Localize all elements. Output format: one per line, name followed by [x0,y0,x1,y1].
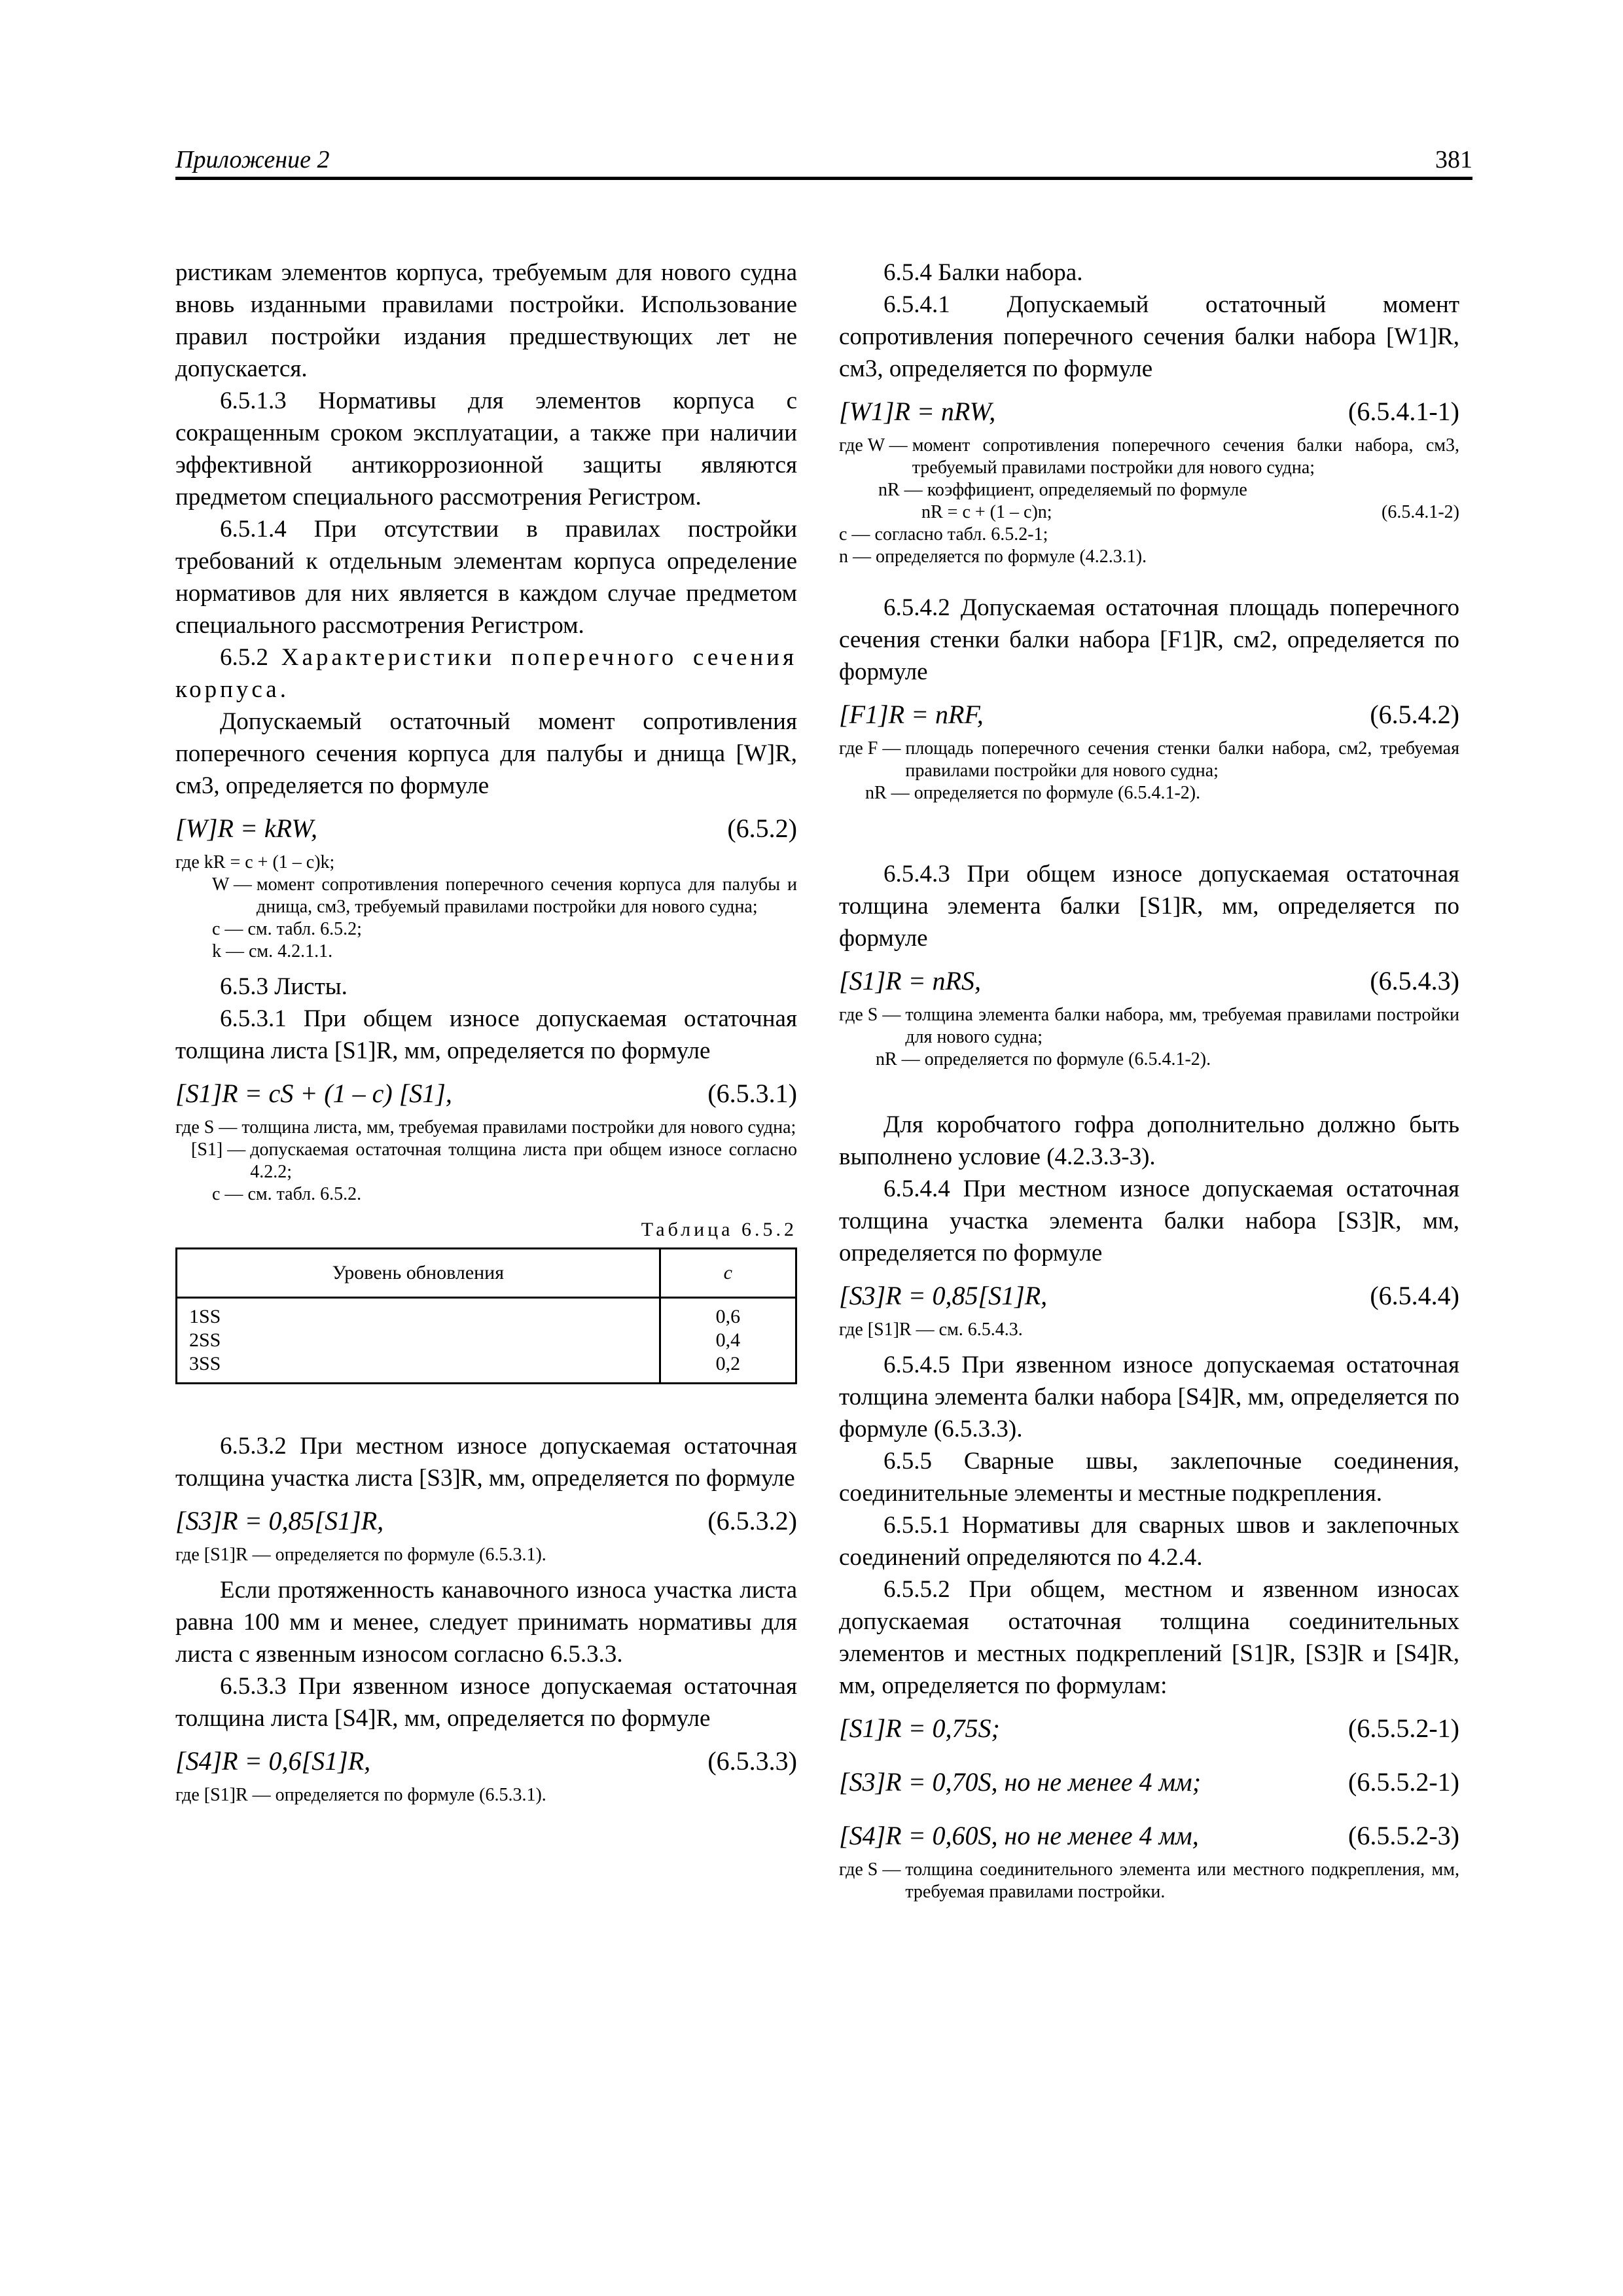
definition-text: см. табл. 6.5.2. [247,1184,362,1204]
paragraph-6-5-3-2: 6.5.3.2 При местном износе допускаемая остаточная толщина участка листа [S3]R, мм, определяется по формуле [175,1433,797,1492]
definition-term: [S1] — [191,1139,251,1160]
formula-definitions [839,1004,1459,1071]
paragraph-6-5-1-3: 6.5.1.3 Нормативы для элементов корпуса с сокращенным сроком эксплуатации, а также при наличии эффективной антикоррозионной защиты являются предметом специального рассмотрения Регистром. [175,387,797,511]
paragraph: Если протяженность канавочного износа участка листа равна 100 мм и менее, следует принимать нормативы для листа с язвенным износом согласно 6.5.3.3. [175,1577,797,1668]
definition-text: момент сопротивления поперечного сечения балки набора, см3, требуемый правилами постройки для нового судна; [912,435,1459,478]
definition-term: где [175,852,204,872]
formula-6-5-2 [175,811,797,846]
formula-expression: [S3]R = 0,70S, но не менее 4 мм; [839,1767,1202,1797]
formula-expression: [W]R = kRW, [175,814,317,843]
formula-definition: где [S1]R — определяется по формуле (6.5.3.1). [175,1545,546,1565]
formula-expression: [S4]R = 0,6[S1]R, [175,1746,371,1776]
formula-number: (6.5.4.2) [1370,700,1459,729]
paragraph-6-5-3-1: 6.5.3.1 При общем износе допускаемая остаточная толщина листа [S1]R, мм, определяется по формуле [175,1005,797,1064]
paragraph-6-5-5-2: 6.5.5.2 При общем, местном и язвенном износах допускаемая остаточная толщина соединительных элементов и местных подкреплений [S1]R, [S3]R и [S4]R, мм, определяется по формулам: [839,1576,1459,1699]
definition-term: где S — [175,1117,242,1138]
formula-definition: где [S1]R — см. 6.5.4.3. [839,1319,1023,1340]
definition-text: площадь поперечного сечения стенки балки набора, см2, требуемая правилами постройки для нового судна; [905,738,1459,781]
formula-6-5-5-2-3 [839,1818,1459,1854]
definition-term: c — [212,1184,248,1204]
definition-term: n — [839,547,876,567]
paragraph: Для коробчатого гофра дополнительно должно быть выполнено условие (4.2.3.3-3). [839,1111,1459,1170]
definition-term: k — [212,941,249,961]
formula-6-5-4-3 [839,963,1459,999]
formula-definitions [839,738,1459,804]
definition-text: определяется по формуле (6.5.4.1-2). [924,1049,1211,1069]
formula-definitions [839,435,1459,568]
definition-term: где S — [839,1859,906,1880]
definition-text: допускаемая остаточная толщина листа при общем износе согласно 4.2.2; [250,1139,797,1182]
formula-6-5-3-2 [175,1503,797,1539]
formula-6-5-3-1 [175,1076,797,1111]
running-header-title: Приложение 2 [175,146,330,173]
definition-text: толщина листа, мм, требуемая правилами постройки для нового судна; [241,1117,796,1138]
formula-6-5-4-4 [839,1278,1459,1314]
formula-expression: [S1]R = cS + (1 – c) [S1], [175,1079,452,1108]
formula-number: (6.5.5.2-3) [1348,1821,1459,1850]
definition-text: толщина элемента балки набора, мм, требуемая правилами постройки для нового судна; [905,1005,1459,1047]
paragraph-6-5-4-1: 6.5.4.1 Допускаемый остаточный момент сопротивления поперечного сечения балки набора [W1]R, см3, определяется по формуле [839,291,1459,382]
formula-number: (6.5.4.3) [1370,966,1459,996]
paragraph-6-5-1-4: 6.5.1.4 При отсутствии в правилах постройки требований к отдельным элементам корпуса определение нормативов для них является в каждом случае предметом специального рассмотрения Регистром. [175,516,797,639]
definition-text: момент сопротивления поперечного сечения корпуса для палубы и днища, см3, требуемый правилами постройки для нового судна; [256,874,797,917]
definition-term: nR — [876,1049,925,1069]
formula-6-5-4-1-1 [839,394,1459,429]
heading-6-5-5: 6.5.5 Сварные швы, заклепочные соединения, соединительные элементы и местные подкрепления. [839,1448,1459,1507]
heading-number: 6.5.2 [220,644,268,671]
page-number: 381 [1435,146,1472,173]
formula-expression: [W1]R = nRW, [839,397,996,426]
definition-text: см. 4.2.1.1. [249,941,333,961]
paragraph-6-5-4-2: 6.5.4.2 Допускаемая остаточная площадь поперечного сечения стенки балки набора [F1]R, см2, определяется по формуле [839,594,1459,685]
formula-definitions [839,1859,1459,1903]
header-rule [175,177,1472,180]
definition-formula-number: (6.5.4.1-2) [1382,502,1459,522]
definition-term: c — [839,524,875,545]
paragraph: Допускаемый остаточный момент сопротивления поперечного сечения корпуса для палубы и днища [W]R, см3, определяется по формуле [175,708,797,799]
table-header: Уровень обновления [177,1249,660,1298]
table-cell-levels: 1SS 2SS 3SS [177,1298,660,1384]
left-column [175,257,797,1814]
paragraph-6-5-5-1: 6.5.5.1 Нормативы для сварных швов и заклепочных соединений определяются по 4.2.4. [839,1512,1459,1571]
definition-text: толщина соединительного элемента или местного подкрепления, мм, требуемая правилами постройки. [905,1859,1459,1902]
definition-term: где F — [839,738,906,759]
table-header: c [660,1249,796,1298]
heading-6-5-4: 6.5.4 Балки набора. [883,259,1083,286]
formula-number: (6.5.5.2-1) [1348,1713,1459,1743]
formula-number: (6.5.4.4) [1370,1281,1459,1310]
formula-number: (6.5.5.2-1) [1348,1767,1459,1797]
definition-term: W — [212,874,257,895]
formula-6-5-5-2-2 [839,1765,1459,1800]
heading-6-5-2 [175,641,797,706]
formula-number: (6.5.4.1-1) [1348,397,1459,426]
formula-number: (6.5.3.2) [707,1506,797,1535]
formula-definitions [175,852,797,963]
formula-number: (6.5.2) [727,814,797,843]
definition-formula: nR = c + (1 – c)n; [921,502,1052,522]
paragraph: ристикам элементов корпуса, требуемым для нового судна вновь изданными правилами постройки. Использование правил постройки издания предшествующих лет не допускается. [175,259,797,382]
definition-text: см. табл. 6.5.2; [247,919,362,939]
formula-number: (6.5.3.3) [707,1746,797,1776]
formula-6-5-3-3 [175,1744,797,1779]
paragraph-6-5-4-3: 6.5.4.3 При общем износе допускаемая остаточная толщина элемента балки [S1]R, мм, определяется по формуле [839,861,1459,952]
formula-expression: [S3]R = 0,85[S1]R, [839,1281,1048,1310]
table-caption: Таблица 6.5.2 [641,1219,797,1240]
formula-definition: где [S1]R — определяется по формуле (6.5.3.1). [175,1785,546,1805]
definition-text: согласно табл. 6.5.2-1; [874,524,1048,545]
formula-definitions [175,1117,797,1206]
paragraph-6-5-4-4: 6.5.4.4 При местном износе допускаемая остаточная толщина участка элемента балки набора [S3]R, мм, определяется по формуле [839,1175,1459,1266]
formula-6-5-4-2 [839,697,1459,732]
formula-expression: [S1]R = nRS, [839,966,981,996]
paragraph-6-5-4-5: 6.5.4.5 При язвенном износе допускаемая остаточная толщина элемента балки набора [S4]R, мм, определяется по формуле (6.5.3.3). [839,1352,1459,1443]
definition-term: где W — [839,435,912,456]
definition-term: nR — [878,480,927,500]
definition-term: c — [212,919,248,939]
definition-text: определяется по формуле (6.5.4.1-2). [914,783,1201,803]
definition-term: где S — [839,1005,906,1025]
table-cell-values: 0,6 0,4 0,2 [660,1298,796,1384]
definition-text: определяется по формуле (4.2.3.1). [876,547,1147,567]
heading-title: Характеристики поперечного сечения корпуса. [175,644,797,703]
heading-6-5-3: 6.5.3 Листы. [220,973,348,1000]
formula-expression: [S1]R = 0,75S; [839,1713,1000,1743]
definition-text: kR = c + (1 – c)k; [204,852,335,872]
definition-text: коэффициент, определяемый по формуле [927,480,1247,500]
formula-number: (6.5.3.1) [707,1079,797,1108]
formula-expression: [S3]R = 0,85[S1]R, [175,1506,384,1535]
formula-expression: [S4]R = 0,60S, но не менее 4 мм, [839,1821,1199,1850]
paragraph-6-5-3-3: 6.5.3.3 При язвенном износе допускаемая остаточная толщина листа [S4]R, мм, определяется по формуле [175,1673,797,1732]
formula-expression: [F1]R = nRF, [839,700,984,729]
formula-6-5-5-2-1 [839,1711,1459,1746]
right-column [839,257,1459,1911]
definition-term: nR — [865,783,914,803]
renewal-level-table [175,1247,797,1384]
